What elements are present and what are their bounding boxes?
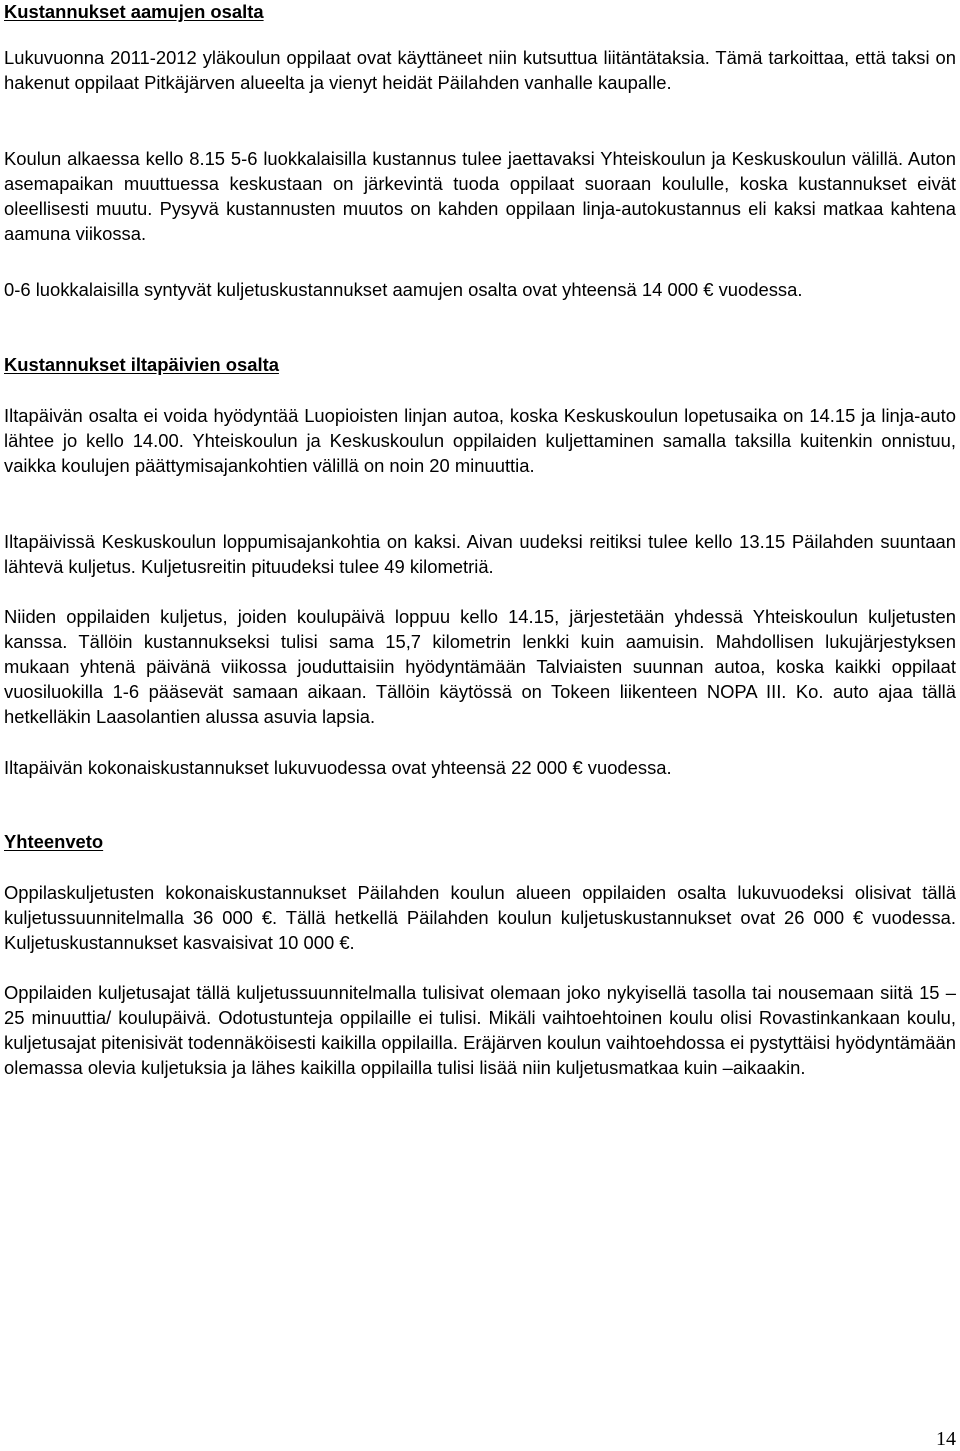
paragraph: Iltapäivän osalta ei voida hyödyntää Luopioisten linjan autoa, koska Keskuskoulun lopetusaika on 14.15 ja linja-auto lähtee jo kello 14.00. Yhteiskoulun ja Keskuskoulun oppilaiden kuljettaminen samalla taksilla kuitenkin onnistuu, vaikka koulujen päättymisajankohtien välillä on noin 20 minuuttia. (4, 405, 956, 476)
section-heading-morning-costs: Kustannukset aamujen osalta (4, 1, 264, 22)
paragraph: Iltapäivissä Keskuskoulun loppumisajankohtia on kaksi. Aivan uudeksi reitiksi tulee kello 13.15 Päilahden suuntaan lähtevä kuljetus. Kuljetusreitin pituudeksi tulee 49 kilometriä. (4, 531, 956, 577)
section-heading-summary: Yhteenveto (4, 831, 104, 852)
paragraph: Iltapäivän kokonaiskustannukset lukuvuodessa ovat yhteensä 22 000 € vuodessa. (4, 757, 672, 778)
paragraph: Koulun alkaessa kello 8.15 5-6 luokkalaisilla kustannus tulee jaettavaksi Yhteiskoulun ja Keskuskoulun välillä. Auton asemapaikan muuttuessa keskustaan on järkevintä tuoda oppilaat suoraan koululle, koska kustannukset eivät oleellisesti muutu. Pysyvä kustannusten muutos on kahden oppilaan linja-autokustannus eli kaksi matkaa kahtena aamuna viikossa. (4, 148, 956, 244)
paragraph: 0-6 luokkalaisilla syntyvät kuljetuskustannukset aamujen osalta ovat yhteensä 14 000 € vuodessa. (4, 279, 803, 300)
paragraph: Oppilaskuljetusten kokonaiskustannukset Päilahden koulun alueen oppilaiden osalta lukuvuodeksi olisivat tällä kuljetussuunnitelmalla 36 000 €. Tällä hetkellä Päilahden koulun kuljetuskustannukset ovat 26 000 € vuodessa. Kuljetuskustannukset kasvaisivat 10 000 €. (4, 882, 956, 953)
paragraph: Oppilaiden kuljetusajat tällä kuljetussuunnitelmalla tulisivat olemaan joko nykyisellä tasolla tai nousemaan siitä 15 – 25 minuuttia/ koulupäivä. Odotustunteja oppilaille ei tulisi. Mikäli vaihtoehtoinen koulu olisi Rovastinkankaan koulu, kuljetusajat pitenisivät todennäköisesti kaikilla oppilailla. Eräjärven koulun vaihtoehdossa ei pystyttäisi hyödyntämään olemassa olevia kuljetuksia ja lähes kaikilla oppilailla tulisi lisää niin kuljetusmatkaa kuin –aikaakin. (4, 982, 956, 1078)
paragraph: Niiden oppilaiden kuljetus, joiden koulupäivä loppuu kello 14.15, järjestetään yhdessä Yhteiskoulun kuljetusten kanssa. Tällöin kustannukseksi tulisi sama 15,7 kilometrin lenkki kuin aamuisin. Mahdollisen lukujärjestyksen mukaan yhtenä päivänä viikossa jouduttaisiin hyödyntämään Talviaisten suunnan autoa, koska kaikki oppilaat vuosiluokilla 1-6 pääsevät samaan aikaan. Tällöin käytössä on Tokeen liikenteen NOPA III. Ko. auto ajaa tällä hetkelläkin Laasolantien alussa asuvia lapsia. (4, 606, 956, 727)
section-heading-afternoon-costs: Kustannukset iltapäivien osalta (4, 354, 279, 375)
paragraph: Lukuvuonna 2011-2012 yläkoulun oppilaat ovat käyttäneet niin kutsuttua liitäntätaksia. Tämä tarkoittaa, että taksi on hakenut oppilaat Pitkäjärven alueelta ja vienyt heidät Päilahden vanhalle kaupalle. (4, 47, 956, 93)
page-number: 14 (936, 1428, 956, 1450)
